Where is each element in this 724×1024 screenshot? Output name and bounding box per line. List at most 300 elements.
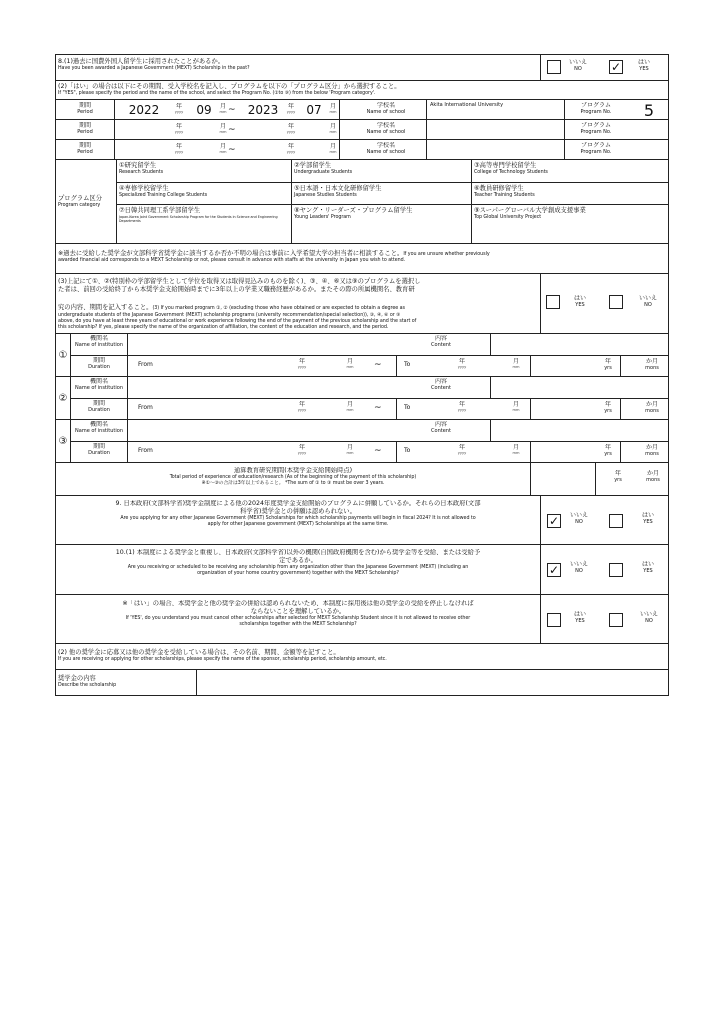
divider bbox=[564, 100, 565, 120]
year-unit bbox=[294, 358, 310, 369]
divider bbox=[426, 120, 427, 140]
period-label-en: Period bbox=[77, 149, 93, 155]
content-field[interactable] bbox=[490, 334, 668, 355]
month-unit-jp: 月 bbox=[219, 123, 226, 130]
q10-2-jp: (2) 他の奨学金に応募又は他の奨学金を受給している場合は、その名前、期間、金額等を記すこと。 bbox=[58, 649, 340, 656]
q10-yes-label: はい bbox=[641, 561, 654, 568]
from-year-value[interactable]: 2022 bbox=[128, 103, 160, 117]
period-row bbox=[56, 120, 668, 140]
school-label bbox=[346, 102, 426, 115]
program-category-item-jp: ⑥教員研修留学生 bbox=[474, 185, 524, 192]
month-unit-en: mm bbox=[346, 451, 354, 455]
mons-unit-en: mons bbox=[645, 451, 659, 457]
institution-number: ① bbox=[58, 350, 68, 361]
content-field[interactable] bbox=[490, 377, 668, 398]
program-label bbox=[568, 102, 624, 115]
year-unit bbox=[286, 123, 296, 134]
yrs-unit bbox=[596, 358, 620, 371]
institution-label-en: Name of institution bbox=[75, 342, 123, 348]
program-label bbox=[568, 142, 624, 155]
year-unit-jp: 年 bbox=[458, 401, 465, 408]
yrs-unit-jp: 年 bbox=[604, 444, 611, 451]
year-unit bbox=[286, 103, 296, 114]
total-period-row bbox=[56, 463, 668, 496]
divider bbox=[114, 120, 115, 140]
program-category-grid bbox=[116, 160, 668, 244]
program-category-item-jp: ⑨スーパーグローバル大学創成支援事業 bbox=[474, 207, 586, 214]
q10-2-en: If you are receiving or applying for other scholarships, please specify the name of the sponsor, scholarship period, scholarship amount, etc. bbox=[58, 657, 387, 662]
to-label: To bbox=[404, 447, 411, 454]
month-unit-jp: 月 bbox=[346, 358, 353, 365]
year-unit-jp: 年 bbox=[298, 358, 305, 365]
q8-row bbox=[56, 55, 668, 81]
year-unit-jp: 年 bbox=[287, 123, 294, 130]
mext-application-form bbox=[55, 54, 669, 696]
program-category-item bbox=[117, 204, 291, 244]
month-unit bbox=[328, 123, 338, 134]
divider bbox=[396, 356, 397, 377]
divider bbox=[426, 100, 427, 120]
notice-row bbox=[56, 244, 668, 274]
q8-3-jp-2: た者は、前回の受給終了から本奨学金支給開始時までに3年以上の学業又職務経歴があるか。またその際の所属機関名、教育研 bbox=[58, 286, 415, 293]
year-unit bbox=[454, 358, 470, 369]
month-unit-en: mm bbox=[512, 365, 520, 369]
q10-note-yes-label: はい bbox=[573, 611, 586, 618]
q9-jp-1: 9. 日本政府(文部科学省)奨学金制度による他の2024年度奨学金支給開始のプログラムに併願しているか。それらの日本政府(文部 bbox=[115, 500, 481, 507]
mons-unit bbox=[636, 358, 668, 371]
q8-no-checkbox[interactable] bbox=[547, 60, 561, 74]
q8-no-label-en: NO bbox=[574, 66, 582, 72]
program-no-value[interactable]: 5 bbox=[643, 102, 655, 120]
mons-unit-jp: か月 bbox=[645, 358, 658, 365]
describe-label: 奨学金の内容 bbox=[58, 675, 96, 682]
year-unit-jp: 年 bbox=[287, 143, 294, 150]
q8-question-en: Have you been awarded a Japanese Government (MEXT) Scholarship in the past? bbox=[58, 66, 250, 71]
q10-note-row bbox=[56, 595, 668, 644]
tilde: ~ bbox=[374, 446, 382, 456]
duration-label bbox=[71, 400, 127, 413]
from-label: From bbox=[138, 361, 153, 368]
divider bbox=[339, 140, 340, 160]
year-unit-jp: 年 bbox=[287, 103, 294, 110]
total-mons-label: か月 bbox=[646, 470, 659, 477]
divider bbox=[564, 120, 565, 140]
divider bbox=[71, 398, 668, 399]
yrs-unit bbox=[596, 401, 620, 414]
content-label-jp: 内容 bbox=[434, 421, 447, 428]
institution-name-field[interactable] bbox=[127, 377, 396, 398]
divider bbox=[396, 399, 397, 420]
institution-number: ② bbox=[58, 393, 68, 404]
program-category-item bbox=[291, 204, 471, 244]
q9-yes-checkbox[interactable] bbox=[609, 514, 623, 528]
q10-2-row bbox=[56, 644, 668, 670]
q10-en-1: Are you receiving or scheduled to be receiving any scholarship from any organization other than the Japanese Government (MEXT) (including an bbox=[127, 565, 469, 570]
institution-label-en: Name of institution bbox=[75, 428, 123, 434]
program-label-jp: プログラム bbox=[581, 142, 611, 149]
total-period-jp: 通算教育研究期間(本奨学金支給開始時点) bbox=[233, 467, 353, 474]
mons-unit bbox=[636, 401, 668, 414]
to-month-value[interactable]: 07 bbox=[306, 103, 322, 117]
tilde: ~ bbox=[228, 125, 236, 135]
divider bbox=[71, 441, 668, 442]
content-field[interactable] bbox=[490, 420, 668, 441]
q9-no-label-en: NO bbox=[575, 519, 583, 525]
month-unit-en: mm bbox=[346, 408, 354, 412]
divider bbox=[564, 140, 565, 160]
month-unit-jp: 月 bbox=[329, 143, 336, 150]
month-unit-jp: 月 bbox=[346, 444, 353, 451]
q10-yes-checkbox[interactable] bbox=[609, 563, 623, 577]
year-unit-jp: 年 bbox=[175, 103, 182, 110]
year-unit bbox=[454, 401, 470, 412]
year-unit-en: yyyy bbox=[297, 365, 307, 369]
school-label-jp: 学校名 bbox=[376, 142, 395, 149]
period-label bbox=[56, 102, 114, 115]
year-unit-en: yyyy bbox=[174, 150, 184, 154]
month-unit bbox=[342, 444, 358, 455]
divider bbox=[339, 100, 340, 120]
school-name-value[interactable]: Akita International University bbox=[430, 102, 504, 108]
period-row bbox=[56, 140, 668, 160]
q10-yes-label-en: YES bbox=[643, 568, 653, 574]
describe-scholarship-field[interactable] bbox=[196, 670, 668, 696]
q10-row bbox=[56, 545, 668, 595]
divider bbox=[127, 399, 128, 420]
divider bbox=[396, 442, 397, 463]
yrs-unit-jp: 年 bbox=[604, 358, 611, 365]
q10-note-jp-2: ならないことを理解しているか。 bbox=[250, 608, 346, 615]
q8-3-jp-3: 究の内容、期間を記入すること。 bbox=[58, 304, 153, 311]
tilde: ~ bbox=[228, 145, 236, 155]
year-unit-jp: 年 bbox=[298, 444, 305, 451]
year-unit bbox=[286, 143, 296, 154]
school-label bbox=[346, 142, 426, 155]
year-unit-en: yyyy bbox=[286, 110, 296, 114]
q9-no-label: いいえ bbox=[569, 512, 588, 519]
q8-2-jp: (2)「はい」の場合は以下にその期間、受入学校名を記入し、プログラムを以下の「プログラム区分」から選択すること。 bbox=[58, 83, 401, 90]
q8-3-en-2: undergraduate students of the Japanese Government (MEXT) scholarship programs (university recommendation/special selection)), ③, ④, ⑥ or ⑨ bbox=[58, 313, 401, 318]
program-category-item bbox=[291, 182, 471, 204]
year-unit-en: yyyy bbox=[286, 130, 296, 134]
divider bbox=[127, 356, 128, 377]
institution-block bbox=[56, 334, 668, 377]
content-label bbox=[401, 335, 481, 348]
notice-jp: ※過去に受給した奨学金が文部科学省奨学金に該当するか否か不明の場合は事前に入学希望大学の担当者に相談すること。 bbox=[58, 250, 404, 257]
total-yrs-label: 年 bbox=[614, 470, 621, 477]
q10-no-label-en: NO bbox=[575, 568, 583, 574]
from-label: From bbox=[138, 404, 153, 411]
school-label-jp: 学校名 bbox=[376, 102, 395, 109]
duration-label bbox=[71, 443, 127, 456]
month-unit-en: mm bbox=[346, 365, 354, 369]
institution-label-jp: 機関名 bbox=[89, 335, 108, 342]
year-unit-en: yyyy bbox=[457, 408, 467, 412]
period-label-jp: 期間 bbox=[78, 142, 91, 149]
year-unit-en: yyyy bbox=[297, 451, 307, 455]
program-category-item-jp: ⑦日韓共同理工系学部留学生 bbox=[119, 207, 201, 214]
yrs-unit-en: yrs bbox=[604, 365, 612, 371]
program-label-jp: プログラム bbox=[581, 102, 611, 109]
month-unit-en: mm bbox=[329, 110, 337, 114]
month-unit bbox=[328, 103, 338, 114]
from-month-value[interactable]: 09 bbox=[196, 103, 212, 117]
year-unit bbox=[174, 123, 184, 134]
program-category-label: プログラム区分 bbox=[58, 195, 103, 202]
month-unit-en: mm bbox=[512, 408, 520, 412]
to-label: To bbox=[404, 361, 411, 368]
duration-label-jp: 期間 bbox=[92, 357, 105, 364]
content-label-en: Content bbox=[431, 428, 451, 434]
institution-number: ③ bbox=[58, 436, 68, 447]
period-table bbox=[56, 100, 668, 160]
total-period-note: ※①～③の合計は3年以上であること。 *The sum of ① to ③ must be over 3 years. bbox=[201, 481, 385, 486]
program-label-en: Program No. bbox=[580, 109, 612, 115]
month-unit-jp: 月 bbox=[219, 103, 226, 110]
to-label: To bbox=[404, 404, 411, 411]
q10-note-no-label: いいえ bbox=[639, 611, 658, 618]
content-label-jp: 内容 bbox=[434, 378, 447, 385]
q9-yes-label-en: YES bbox=[643, 519, 653, 525]
program-category-item-en: Research Students bbox=[119, 170, 164, 175]
tilde: ~ bbox=[228, 105, 236, 115]
program-category-item-jp: ②学部留学生 bbox=[294, 162, 332, 169]
institution-label bbox=[71, 378, 127, 391]
notice-en-2: awarded financial aid corresponds to a MEXT Scholarship or not, please consult in advance with staffs at the university in Japan you wish to attend. bbox=[58, 258, 406, 263]
period-label-jp: 期間 bbox=[78, 122, 91, 129]
q8-3-yes-checkbox[interactable] bbox=[546, 295, 560, 309]
mons-unit-jp: か月 bbox=[645, 401, 658, 408]
q9-no-checkbox[interactable]: ✓ bbox=[548, 514, 560, 528]
divider bbox=[114, 100, 115, 120]
yrs-unit-jp: 年 bbox=[604, 401, 611, 408]
describe-row bbox=[56, 670, 668, 696]
year-unit bbox=[294, 444, 310, 455]
month-unit-jp: 月 bbox=[329, 123, 336, 130]
school-label-en: Name of school bbox=[366, 149, 406, 155]
year-unit-en: yyyy bbox=[174, 110, 184, 114]
program-category-item-jp: ①研究留学生 bbox=[119, 162, 157, 169]
month-unit bbox=[508, 444, 524, 455]
program-category-block bbox=[56, 160, 668, 244]
q8-no-label: いいえ bbox=[568, 59, 587, 66]
mons-unit bbox=[636, 444, 668, 457]
period-label bbox=[56, 142, 114, 155]
program-category-item bbox=[291, 160, 471, 182]
q8-3-no-checkbox[interactable] bbox=[609, 295, 623, 309]
institution-label-en: Name of institution bbox=[75, 385, 123, 391]
q8-yes-label-en: YES bbox=[639, 66, 649, 72]
divider bbox=[530, 356, 531, 377]
month-unit-jp: 月 bbox=[512, 401, 519, 408]
period-label-jp: 期間 bbox=[78, 102, 91, 109]
year-unit bbox=[174, 103, 184, 114]
content-label-en: Content bbox=[431, 385, 451, 391]
month-unit-en: mm bbox=[219, 130, 227, 134]
q8-2-en: If "YES", please specify the period and the name of the school, and select the Program No. (①to ⑨) from the below 'Program category'. bbox=[58, 91, 376, 96]
q9-yes-label: はい bbox=[641, 512, 654, 519]
total-mons-label-en: mons bbox=[646, 477, 660, 483]
duration-label-en: Duration bbox=[88, 450, 110, 456]
duration-label-jp: 期間 bbox=[92, 400, 105, 407]
year-unit-en: yyyy bbox=[286, 150, 296, 154]
program-category-item-en: Young Leaders' Program bbox=[294, 215, 351, 220]
q9-row bbox=[56, 496, 668, 545]
divider bbox=[114, 140, 115, 160]
from-label: From bbox=[138, 447, 153, 454]
period-label-en: Period bbox=[77, 109, 93, 115]
q8-3-jp-1: (3)上記にて①、②(特別枠の学部留学生として学位を取得又は取得見込みのものを除く)、③、④、⑥又は⑨のプログラムを選択し bbox=[58, 278, 421, 285]
month-unit-jp: 月 bbox=[512, 444, 519, 451]
q10-no-checkbox[interactable]: ✓ bbox=[548, 563, 560, 577]
year-unit-en: yyyy bbox=[297, 408, 307, 412]
program-category-item bbox=[471, 182, 668, 204]
q8-yes-label: はい bbox=[637, 59, 650, 66]
q10-note-yes-checkbox[interactable] bbox=[547, 613, 561, 627]
yrs-unit-en: yrs bbox=[604, 408, 612, 414]
q8-3-no-label-en: NO bbox=[644, 302, 652, 308]
month-unit bbox=[218, 103, 228, 114]
period-label-en: Period bbox=[77, 129, 93, 135]
institution-table bbox=[56, 334, 668, 463]
q9-jp-2: 科学省)奨学金との併願は認められない。 bbox=[240, 508, 356, 515]
divider bbox=[530, 399, 531, 420]
month-unit-en: mm bbox=[219, 110, 227, 114]
month-unit bbox=[342, 358, 358, 369]
month-unit-en: mm bbox=[329, 150, 337, 154]
month-unit bbox=[218, 123, 228, 134]
program-category-label-en: Program category bbox=[58, 203, 101, 208]
to-year-value[interactable]: 2023 bbox=[247, 103, 279, 117]
program-category-item bbox=[117, 160, 291, 182]
duration-label-en: Duration bbox=[88, 407, 110, 413]
q10-note-jp-1: ※「はい」の場合、本奨学金と他の奨学金の併給は認められないため、本制度に採用後は他の奨学金の受給を停止しなければ bbox=[122, 600, 474, 607]
month-unit bbox=[342, 401, 358, 412]
institution-block bbox=[56, 377, 668, 420]
divider bbox=[620, 442, 621, 463]
program-category-item-en: College of Technology Students bbox=[474, 170, 548, 175]
divider bbox=[426, 140, 427, 160]
divider bbox=[339, 120, 340, 140]
month-unit bbox=[508, 401, 524, 412]
institution-name-field[interactable] bbox=[127, 420, 396, 441]
duration-label-jp: 期間 bbox=[92, 443, 105, 450]
yrs-unit bbox=[596, 444, 620, 457]
period-row bbox=[56, 100, 668, 120]
divider bbox=[530, 442, 531, 463]
program-category-item bbox=[117, 182, 291, 204]
year-unit-jp: 年 bbox=[458, 444, 465, 451]
program-category-item bbox=[471, 160, 668, 182]
q8-3-yes-label-en: YES bbox=[575, 302, 585, 308]
q8-3-en-3: above, do you have at least three years of educational or work experience following the end of the payment of the previous scholarship and the start of bbox=[58, 319, 417, 324]
month-unit-en: mm bbox=[329, 130, 337, 134]
year-unit bbox=[294, 401, 310, 412]
year-unit-jp: 年 bbox=[298, 401, 305, 408]
q10-note-no-checkbox[interactable] bbox=[609, 613, 623, 627]
program-label-jp: プログラム bbox=[581, 122, 611, 129]
tilde: ~ bbox=[374, 360, 382, 370]
q10-note-en-2: scholarships together with the MEXT Scholarship? bbox=[239, 622, 357, 627]
content-label-en: Content bbox=[431, 342, 451, 348]
q8-3-en-4: this scholarship? If yes, please specify the name of the organization of affiliation, the content of the education and research, and the period. bbox=[58, 325, 389, 330]
year-unit-jp: 年 bbox=[458, 358, 465, 365]
total-period-en: Total period of experience of education/research (As of the beginning of the payment of this scholarship) bbox=[169, 475, 417, 480]
program-category-item-en: Japan-Korea Joint Government Scholarship Program for the Students in Science and Engineering Departments bbox=[119, 215, 278, 223]
program-category-item-en: Top Global University Project bbox=[474, 215, 542, 220]
describe-label-en: Describe the scholarship bbox=[58, 683, 117, 688]
month-unit-jp: 月 bbox=[329, 103, 336, 110]
q8-yes-checkbox[interactable]: ✓ bbox=[610, 60, 622, 74]
institution-label-jp: 機関名 bbox=[89, 421, 108, 428]
tilde: ~ bbox=[374, 403, 382, 413]
q10-jp-2: 定であるか。 bbox=[279, 557, 317, 564]
month-unit-jp: 月 bbox=[512, 358, 519, 365]
mons-unit-en: mons bbox=[645, 408, 659, 414]
school-label-en: Name of school bbox=[366, 129, 406, 135]
q10-jp-1: 10.(1) 本制度による奨学金と重複し、日本政府(文部科学省)以外の機関(自国政府機関を含む)から奨学金等を受給、または受給予 bbox=[115, 549, 481, 556]
mons-unit-jp: か月 bbox=[645, 444, 658, 451]
institution-label bbox=[71, 421, 127, 434]
q8-3-no-label: いいえ bbox=[638, 295, 657, 302]
institution-label-jp: 機関名 bbox=[89, 378, 108, 385]
program-category-item-jp: ⑧ヤング・リーダーズ・プログラム留学生 bbox=[294, 207, 413, 214]
period-label bbox=[56, 122, 114, 135]
program-category-item-jp: ⑤日本語・日本文化研修留学生 bbox=[294, 185, 382, 192]
duration-label bbox=[71, 357, 127, 370]
q8-3-en-1: (3) If you marked program ①, ② (excluding those who have obtained or are expected to obtain a degree as bbox=[152, 306, 405, 311]
mons-unit-en: mons bbox=[645, 365, 659, 371]
program-category-item-en: Teacher Training Students bbox=[474, 193, 535, 198]
q8-question-jp: 8.(1)過去に国費外国人留学生に採用されたことがあるか。 bbox=[58, 58, 225, 65]
duration-label-en: Duration bbox=[88, 364, 110, 370]
month-unit bbox=[328, 143, 338, 154]
month-unit-en: mm bbox=[219, 150, 227, 154]
q10-no-label: いいえ bbox=[569, 561, 588, 568]
year-unit bbox=[174, 143, 184, 154]
q10-en-2: organization of your home country government) together with the MEXT Scholarship? bbox=[197, 571, 399, 576]
program-category-item-jp: ④専修学校留学生 bbox=[119, 185, 169, 192]
year-unit-en: yyyy bbox=[457, 365, 467, 369]
divider bbox=[620, 399, 621, 420]
divider bbox=[620, 356, 621, 377]
program-label bbox=[568, 122, 624, 135]
institution-block bbox=[56, 420, 668, 463]
school-label-jp: 学校名 bbox=[376, 122, 395, 129]
q10-note-no-label-en: NO bbox=[645, 618, 653, 624]
content-label-jp: 内容 bbox=[434, 335, 447, 342]
month-unit-en: mm bbox=[512, 451, 520, 455]
month-unit bbox=[218, 143, 228, 154]
program-label-en: Program No. bbox=[580, 149, 612, 155]
school-label-en: Name of school bbox=[366, 109, 406, 115]
program-label-en: Program No. bbox=[580, 129, 612, 135]
content-label bbox=[401, 421, 481, 434]
divider bbox=[127, 442, 128, 463]
month-unit-jp: 月 bbox=[346, 401, 353, 408]
institution-name-field[interactable] bbox=[127, 334, 396, 355]
q10-note-en-1: If 'YES', do you understand you must cancel other scholarships after selected for MEXT Scholarship Student since it is not allowed to receive other bbox=[125, 616, 471, 621]
year-unit-jp: 年 bbox=[175, 143, 182, 150]
school-label bbox=[346, 122, 426, 135]
month-unit-jp: 月 bbox=[219, 143, 226, 150]
yrs-unit-en: yrs bbox=[604, 451, 612, 457]
q8-3-yes-label: はい bbox=[573, 295, 586, 302]
q10-note-yes-label-en: YES bbox=[575, 618, 585, 624]
year-unit-en: yyyy bbox=[174, 130, 184, 134]
year-unit-en: yyyy bbox=[457, 451, 467, 455]
month-unit bbox=[508, 358, 524, 369]
